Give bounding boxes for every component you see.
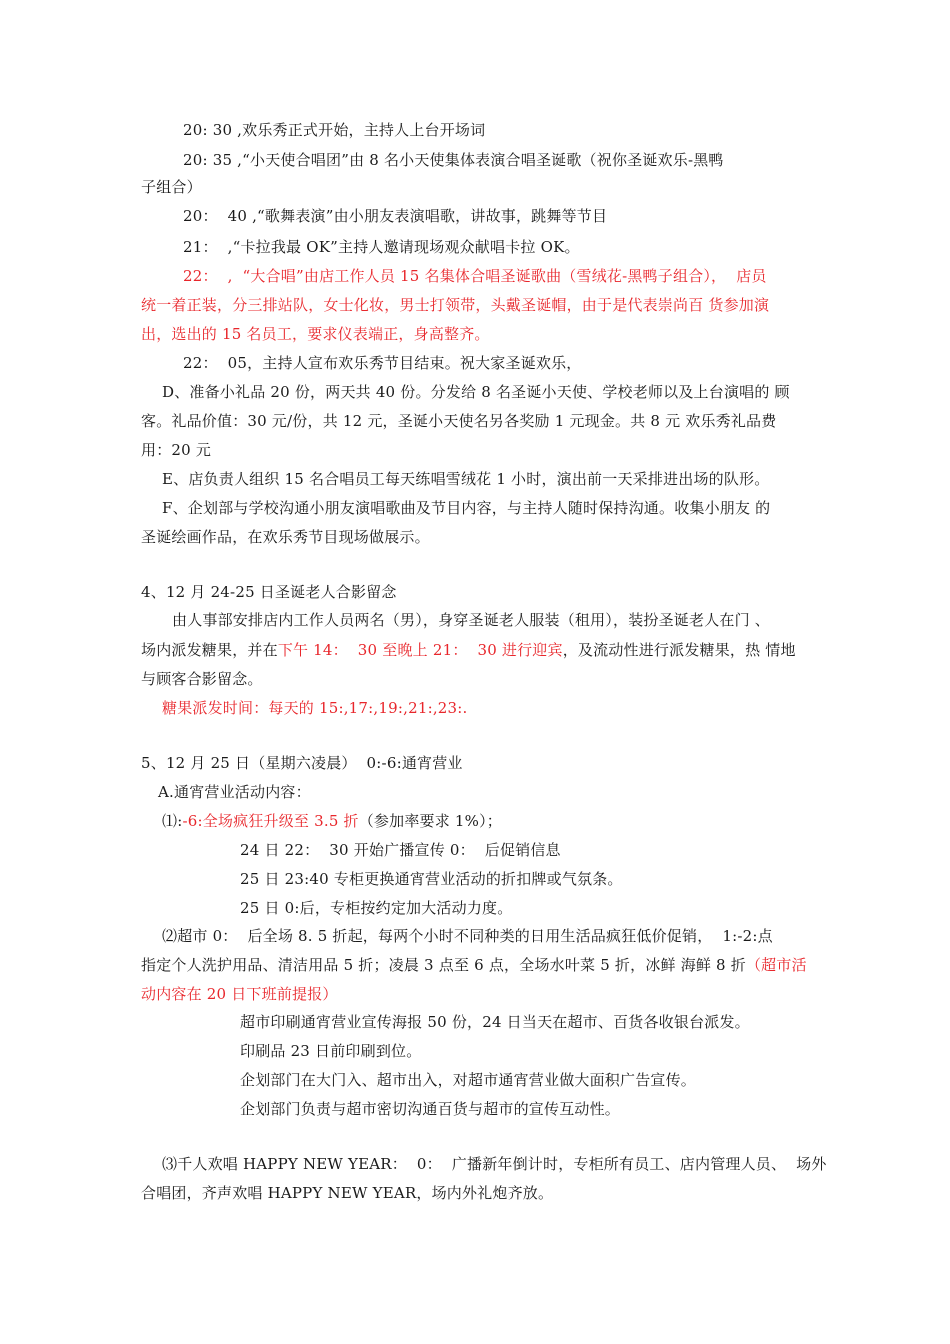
- text-line: [141, 295, 769, 315]
- text-line: [162, 382, 790, 402]
- text-line: [141, 1183, 553, 1203]
- text-segment: 20: 35 ,“小天使合唱团”由 8 名小天使集体表演合唱圣诞歌（祝你圣诞欢乐-黑鸭: [183, 151, 724, 169]
- text-segment: 5、12 月 25 日（星期六凌晨） 0:-6:通宵营业: [141, 754, 463, 772]
- text-line: [183, 237, 580, 257]
- text-line: [162, 698, 468, 718]
- text-segment: 22： 05，主持人宣布欢乐秀节目结束。祝大家圣诞欢乐，: [183, 354, 582, 372]
- text-line: [162, 1154, 827, 1174]
- highlighted-text: 糖果派发时间：每天的 15:,17:,19:,21:,23:.: [162, 699, 468, 717]
- text-line: [141, 955, 807, 975]
- text-line: [141, 527, 430, 547]
- text-segment: 超市印刷通宵营业宣传海报 50 份，24 日当天在超市、百货各收银台派发。: [240, 1013, 750, 1031]
- text-segment: ⑶千人欢唱 HAPPY NEW YEAR： 0： 广播新年倒计时，专柜所有员工、店内管理人员、 场外: [162, 1155, 827, 1173]
- text-segment: 21： ,“卡拉我最 OK”主持人邀请现场观众献唱卡拉 OK。: [183, 238, 580, 256]
- text-segment: E、店负责人组织 15 名合唱员工每天练唱雪绒花 1 小时，演出前一天采排进出场的队形。: [162, 470, 770, 488]
- highlighted-text: 动内容在 20 日下班前提报）: [141, 985, 338, 1003]
- text-line: [240, 1070, 696, 1090]
- text-line: [240, 898, 512, 918]
- text-segment: 用：20 元: [141, 441, 212, 459]
- text-line: [141, 324, 490, 344]
- text-segment: F、企划部与学校沟通小朋友演唱歌曲及节目内容，与主持人随时保持沟通。收集小朋友 的: [162, 499, 771, 517]
- text-line: [162, 811, 502, 831]
- text-segment: A.通宵营业活动内容：: [158, 783, 311, 801]
- text-line: [141, 411, 776, 431]
- text-segment: 25 日 0:后，专柜按约定加大活动力度。: [240, 899, 513, 917]
- text-line: [141, 753, 463, 773]
- text-line: [183, 206, 607, 226]
- text-segment: 印刷品 23 日前印刷到位。: [240, 1042, 422, 1060]
- text-segment: 子组合）: [141, 178, 202, 196]
- highlighted-text: 下午 14： 30 至晚上 21： 30 进行迎宾: [277, 641, 563, 659]
- text-segment: 圣诞绘画作品，在欢乐秀节目现场做展示。: [141, 528, 430, 546]
- text-line: [240, 1099, 620, 1119]
- text-segment: ⑵超市 0： 后全场 8. 5 折起，每两个小时不同种类的日用生活品疯狂低价促销， 1:-2:点: [162, 927, 773, 945]
- text-segment: 4、12 月 24-25 日圣诞老人合影留念: [141, 583, 397, 601]
- text-line: [240, 1012, 750, 1032]
- highlighted-text: 出，选出的 15 名员工，要求仪表端正，身高整齐。: [141, 325, 490, 343]
- text-segment: 指定个人洗护用品、清洁用品 5 折；凌晨 3 点至 6 点，全场水叶菜 5 折，冰鲜 海鲜 8 折: [141, 956, 746, 974]
- text-line: [183, 353, 582, 373]
- text-line: [158, 782, 311, 802]
- text-line: [240, 1041, 421, 1061]
- text-segment: 场内派发糖果，并在: [141, 641, 278, 659]
- text-segment: 企划部门在大门入、超市出入，对超市通宵营业做大面积广告宣传。: [240, 1071, 697, 1089]
- text-segment: 客。礼品价值：30 元/份，共 12 元，圣诞小天使名另各奖励 1 元现金。共 8 元 欢乐秀礼品费: [141, 412, 777, 430]
- text-segment: ，及流动性进行派发糖果，热 情地: [562, 641, 796, 659]
- text-segment: 与顾客合影留念。: [141, 670, 263, 688]
- text-line: [183, 120, 485, 140]
- text-line: [141, 177, 202, 197]
- text-segment: 企划部门负责与超市密切沟通百货与超市的宣传互动性。: [240, 1100, 621, 1118]
- text-line: [183, 150, 724, 170]
- text-segment: 25 日 23:40 专柜更换通宵营业活动的折扣牌或气氛条。: [240, 870, 623, 888]
- text-segment: 20: 30 ,欢乐秀正式开始，主持人上台开场词: [183, 121, 486, 139]
- text-line: [141, 984, 338, 1004]
- text-line: [162, 498, 770, 518]
- text-line: [183, 266, 767, 286]
- text-segment: 合唱团，齐声欢唱 HAPPY NEW YEAR，场内外礼炮齐放。: [141, 1184, 554, 1202]
- text-segment: （参加率要求 1%）；: [358, 812, 502, 830]
- text-line: [141, 582, 397, 602]
- text-line: [141, 640, 796, 660]
- text-segment: D、准备小礼品 20 份，两天共 40 份。分发给 8 名圣诞小天使、学校老师以及上台演唱的 顾: [162, 383, 790, 401]
- text-line: [162, 926, 773, 946]
- highlighted-text: 统一着正装，分三排站队，女士化妆，男士打领带，头戴圣诞帽，由于是代表崇尚百 货参加演: [141, 296, 770, 314]
- text-segment: 20： 40 ,“歌舞表演”由小朋友表演唱歌，讲故事，跳舞等节目: [183, 207, 608, 225]
- highlighted-text: 22： ,: [183, 267, 243, 285]
- text-line: [141, 669, 263, 689]
- text-segment: 24 日 22： 30 开始广播宣传 0： 后促销信息: [240, 841, 561, 859]
- highlighted-text: （超市活: [745, 956, 807, 974]
- text-line: [141, 440, 211, 460]
- highlighted-text: -6:全场疯狂升级至 3.5 折: [182, 812, 359, 830]
- highlighted-text: “大合唱”由店工作人员 15 名集体合唱圣诞歌曲（雪绒花-黑鸭子组合）， 店员: [242, 267, 767, 285]
- text-line: [240, 840, 561, 860]
- text-line: [162, 469, 769, 489]
- text-line: [240, 869, 623, 889]
- text-line: [172, 610, 770, 630]
- text-segment: 由人事部安排店内工作人员两名（男），身穿圣诞老人服装（租用），装扮圣诞老人在门 、: [172, 611, 770, 629]
- text-segment: ⑴:: [162, 812, 183, 830]
